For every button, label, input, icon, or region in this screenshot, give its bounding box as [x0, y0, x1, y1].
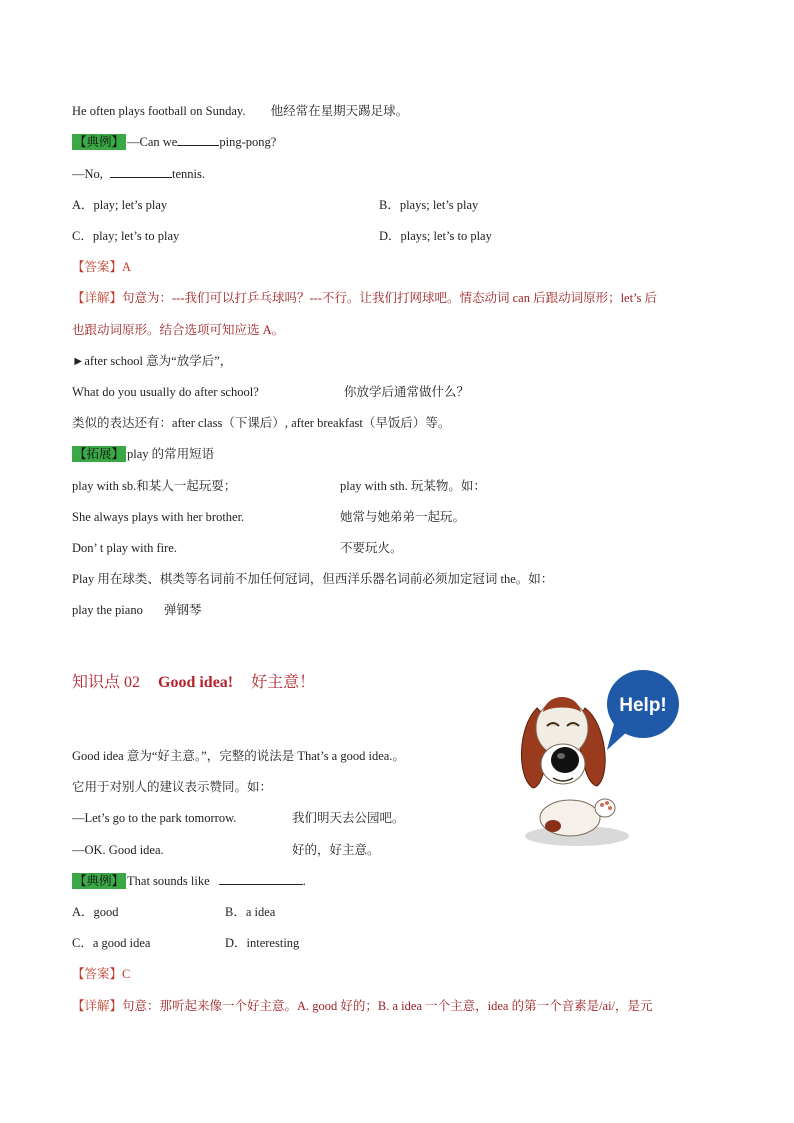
dialogue-2-en: —OK. Good idea. — [72, 843, 164, 857]
answer-line — [72, 259, 131, 275]
extension-tag: 【拓展】 — [74, 447, 125, 461]
dialogue-1-en: —Let’s go to the park tomorrow. — [72, 811, 237, 825]
option-c: C．play; let’s to play — [72, 229, 180, 243]
explanation-text: 句意：那听起来像一个好主意。A. good 好的；B. a idea 一个主意，idea 的第一个音素是/ai/，是元 — [122, 999, 653, 1013]
article-rule: Play 用在球类、棋类等名词前不加任何冠词，但西洋乐器名词前必须加定冠词 the。如： — [72, 572, 554, 586]
option-a: A．play; let’s play — [72, 198, 168, 212]
explanation-line-2: 也跟动词原形。结合选项可知应选 A。 — [72, 323, 285, 337]
answer-blank — [177, 134, 219, 146]
example-tag: 【典例】 — [74, 874, 125, 888]
example-4-en: Don’ t play with fire. — [72, 541, 177, 555]
option-a: A．good — [72, 905, 119, 919]
answer-blank — [219, 873, 303, 885]
question-text: That sounds like — [127, 874, 210, 888]
example-question-2 — [72, 166, 205, 182]
phrase-2: play with sth. 玩某物。如： — [340, 479, 486, 493]
answer-tag: 【答案】 — [72, 967, 123, 981]
option-d: D．plays; let’s to play — [379, 229, 492, 243]
sentence-cn: 你放学后通常做什么？ — [344, 385, 470, 399]
explanation-tag: 【详解】 — [72, 291, 123, 305]
after-school-example — [72, 384, 259, 400]
sentence-en: play the piano — [72, 603, 143, 617]
example-4-cn: 不要玩火。 — [340, 541, 403, 555]
question-text: —Can we — [127, 135, 178, 149]
answer-value: C — [122, 967, 131, 981]
question-text: tennis. — [172, 167, 206, 181]
example-question-1 — [72, 134, 276, 150]
similar-expressions: 类似的表达还有：after class（下课后）, after breakfast（早饭后）等。 — [72, 416, 451, 430]
phrase-1: play with sb.和某人一起玩耍； — [72, 479, 237, 493]
intro-line-2: 它用于对别人的建议表示赞同。如： — [72, 780, 273, 794]
example-3-en: She always plays with her brother. — [72, 510, 245, 524]
piano-example — [72, 602, 201, 618]
explanation-line-1 — [72, 998, 653, 1014]
heading-number: 知识点 02 — [72, 674, 141, 691]
heading-chinese: 好主意！ — [251, 674, 316, 691]
example-sentence — [72, 103, 408, 119]
explanation-text: 句意为：---我们可以打乒乓球吗？---不行。让我们打网球吧。情态动词 can 后跟动词原形；let’s 后 — [122, 291, 658, 305]
dialogue-2-cn: 好的，好主意。 — [292, 843, 380, 857]
question-text: ping-pong? — [219, 135, 277, 149]
answer-value: A — [122, 260, 132, 274]
option-b: B．a idea — [225, 905, 276, 919]
option-b: B．plays; let’s play — [379, 198, 479, 212]
section-heading — [72, 669, 333, 692]
answer-tag: 【答案】 — [72, 260, 123, 274]
bubble-text: Help! — [619, 695, 667, 716]
answer-line — [72, 966, 130, 982]
question-text: —No, — [72, 167, 103, 181]
sentence-cn: 他经常在星期天踢足球。 — [270, 104, 409, 118]
option-c: C．a good idea — [72, 936, 151, 950]
heading-english: Good idea! — [158, 674, 234, 691]
example-tag: 【典例】 — [74, 135, 125, 149]
explanation-tag: 【详解】 — [72, 999, 123, 1013]
sentence-en: He often plays football on Sunday. — [72, 104, 246, 118]
example-3-cn: 她常与她弟弟一起玩。 — [340, 510, 466, 524]
dialogue-1-cn: 我们明天去公园吧。 — [292, 811, 405, 825]
example-question: 【典例】 That sounds like . — [74, 874, 306, 888]
answer-blank — [110, 166, 172, 178]
option-d: D．interesting — [225, 936, 300, 950]
sentence-en: What do you usually do after school? — [72, 385, 259, 399]
after-school-note: ►after school 意为“放学后”， — [72, 354, 233, 368]
extension-line — [72, 446, 214, 462]
speech-bubble-icon — [607, 670, 679, 750]
explanation-line-1 — [72, 290, 657, 306]
help-dog-illustration — [515, 668, 685, 853]
extension-title: play 的常用短语 — [127, 447, 215, 461]
intro-line-1: Good idea 意为“好主意。”，完整的说法是 That’s a good idea.。 — [72, 749, 405, 763]
sentence-cn: 弹钢琴 — [163, 603, 202, 617]
